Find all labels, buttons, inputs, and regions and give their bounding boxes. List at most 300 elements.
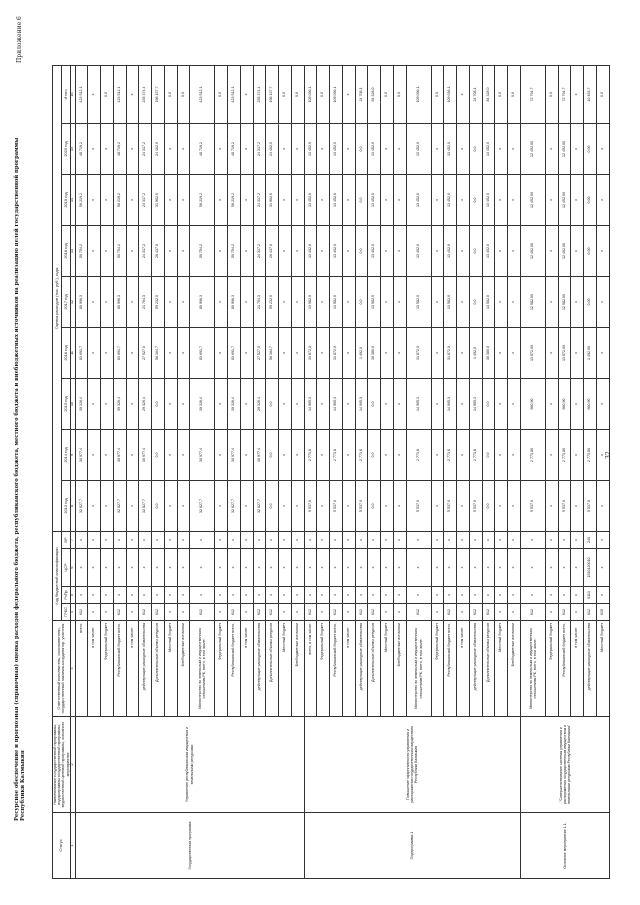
amount-cell: 12 452,00 xyxy=(520,174,545,225)
amount-cell: 12 402,00 xyxy=(520,225,545,276)
funding-source-cell: Внебюджетные источники xyxy=(177,621,190,717)
amount-cell: 32 827,7 xyxy=(75,480,88,531)
table-body xyxy=(75,65,609,878)
amount-cell: х xyxy=(101,123,114,174)
total-cell: 109 036,1 xyxy=(304,65,317,123)
amount-cell: 0,0 xyxy=(355,123,368,174)
funding-source-cell: Местный бюджет xyxy=(596,621,609,717)
amount-cell: 0,0 xyxy=(152,429,165,480)
budget-code-cell: х xyxy=(469,549,482,587)
total-cell: 72 791,7 xyxy=(520,65,545,123)
amount-cell: х xyxy=(215,276,228,327)
amount-cell: х xyxy=(596,123,609,174)
budget-code-cell: х xyxy=(139,531,152,548)
budget-code-cell: х xyxy=(317,531,330,548)
budget-code-cell: х xyxy=(101,587,114,604)
budget-code-cell: х xyxy=(164,531,177,548)
amount-cell: 31 872,0 xyxy=(330,327,343,378)
amount-cell: х xyxy=(545,276,558,327)
amount-cell: 59 232,0 xyxy=(152,276,165,327)
budget-code-cell: 612 xyxy=(304,604,317,621)
amount-cell: 13 402,0 xyxy=(330,225,343,276)
amount-cell: х xyxy=(393,429,406,480)
amount-cell: 13 582,0 xyxy=(330,276,343,327)
amount-cell: х xyxy=(317,276,330,327)
budget-code-cell: х xyxy=(431,549,444,587)
amount-cell: х xyxy=(291,174,304,225)
total-cell: 0,0 xyxy=(508,65,521,123)
budget-code-cell: х xyxy=(152,531,165,548)
budget-code-cell: х xyxy=(215,604,228,621)
amount-cell: х xyxy=(240,429,253,480)
amount-cell: х xyxy=(342,276,355,327)
budget-code-cell: х xyxy=(482,531,495,548)
amount-cell: х xyxy=(88,225,101,276)
amount-cell: 13 402,0 xyxy=(444,225,457,276)
amount-cell: х xyxy=(457,276,470,327)
amount-cell: х xyxy=(177,123,190,174)
amount-cell: х xyxy=(457,480,470,531)
program-name-cell: Повышение эффективности управления и распоряжения государственным имуществом Республики Калмыкия xyxy=(304,717,520,813)
column-number: 14 xyxy=(70,174,75,225)
budget-code-cell: х xyxy=(342,549,355,587)
budget-code-cell: х xyxy=(240,587,253,604)
budget-code-cell: х xyxy=(304,531,317,548)
amount-cell: 48 719,2 xyxy=(190,123,215,174)
amount-cell: х xyxy=(126,429,139,480)
amount-cell: 26 437,0 xyxy=(266,225,279,276)
budget-code-cell: х xyxy=(75,587,88,604)
total-cell: 24 708,1 xyxy=(469,65,482,123)
amount-cell: 2 773,8 xyxy=(406,429,431,480)
amount-cell: 660,90 xyxy=(558,378,571,429)
funding-source-cell: действующие расходные обязательства xyxy=(355,621,368,717)
total-cell: 84 328,0 xyxy=(482,65,495,123)
amount-cell: х xyxy=(101,378,114,429)
funding-source-cell: Федеральный бюджет xyxy=(317,621,330,717)
amount-cell: х xyxy=(457,225,470,276)
amount-cell: х xyxy=(495,327,508,378)
document-title: Ресурсное обеспечение и прогнозная (справочная) оценка расходов федерального бюджета, республиканского бюджета, местного бюджета и внебюджетных источников на реализацию целей государственной программы Республики Калмыкия xyxy=(14,137,26,821)
amount-cell: х xyxy=(240,327,253,378)
budget-code-cell: х xyxy=(571,587,584,604)
budget-code-cell: 612 xyxy=(444,604,457,621)
funding-source-cell: Федеральный бюджет xyxy=(431,621,444,717)
amount-cell: 80 996,3 xyxy=(228,276,241,327)
amount-cell: х xyxy=(317,327,330,378)
budget-code-cell: 612 xyxy=(113,604,126,621)
funding-source-cell: Республиканский бюджет всего, xyxy=(330,621,343,717)
budget-code-cell: х xyxy=(596,587,609,604)
total-cell: х xyxy=(571,65,584,123)
budget-code-cell: х xyxy=(457,531,470,548)
total-cell: х xyxy=(88,65,101,123)
amount-cell: х xyxy=(101,276,114,327)
amount-cell: х xyxy=(88,327,101,378)
amount-cell: х xyxy=(126,327,139,378)
budget-code-cell: х xyxy=(431,531,444,548)
total-cell: 0,0 xyxy=(495,65,508,123)
funding-source-cell: Внебюджетные источники xyxy=(508,621,521,717)
budget-code-cell: х xyxy=(75,549,88,587)
amount-cell: 83 691,7 xyxy=(75,327,88,378)
budget-code-cell: х xyxy=(279,604,292,621)
column-number: 6 xyxy=(70,549,75,587)
funding-source-cell: Дополнительные объемы ресурсов xyxy=(482,621,495,717)
budget-code-cell: х xyxy=(368,587,381,604)
budget-code-cell: х xyxy=(469,587,482,604)
budget-code-cell: х xyxy=(190,549,215,587)
amount-cell: 56 219,2 xyxy=(113,174,126,225)
header-executor: Ответственный исполнитель, соисполнители, государственный заказчик-координатор, участник xyxy=(53,621,71,717)
budget-code-cell: х xyxy=(457,604,470,621)
budget-code-cell: 240 xyxy=(584,531,597,548)
amount-cell: х xyxy=(215,225,228,276)
amount-cell: х xyxy=(393,123,406,174)
amount-cell: 13 452,0 xyxy=(406,123,431,174)
budget-code-cell: 612 xyxy=(482,604,495,621)
funding-source-cell: Дополнительные объемы ресурсов xyxy=(266,621,279,717)
status-cell: Государственная программа xyxy=(75,813,304,879)
budget-code-cell: х xyxy=(291,531,304,548)
total-cell: 109 036,1 xyxy=(330,65,343,123)
budget-code-cell: х xyxy=(164,549,177,587)
amount-cell: 5 537,0 xyxy=(520,480,545,531)
budget-code-cell: х xyxy=(190,587,215,604)
amount-cell: х xyxy=(177,327,190,378)
amount-cell: х xyxy=(431,480,444,531)
amount-cell: 0,0 xyxy=(469,174,482,225)
budget-code-cell: х xyxy=(406,531,431,548)
amount-cell: 12 402,00 xyxy=(558,225,571,276)
budget-code-cell: х xyxy=(342,531,355,548)
amount-cell: х xyxy=(545,123,558,174)
amount-cell: 31 872,0 xyxy=(444,327,457,378)
amount-cell: х xyxy=(177,225,190,276)
amount-cell: х xyxy=(381,327,394,378)
amount-cell: х xyxy=(317,429,330,480)
amount-cell: 56 219,2 xyxy=(228,174,241,225)
budget-code-cell: х xyxy=(177,587,190,604)
budget-code-cell: х xyxy=(406,549,431,587)
amount-cell: 2 773,8 xyxy=(304,429,317,480)
budget-code-cell: х xyxy=(75,531,88,548)
budget-code-cell: х xyxy=(291,604,304,621)
budget-code-cell: х xyxy=(304,549,317,587)
amount-cell: 30 977,4 xyxy=(190,429,215,480)
budget-code-cell: х xyxy=(495,587,508,604)
amount-cell: х xyxy=(240,276,253,327)
amount-cell: х xyxy=(279,327,292,378)
amount-cell: х xyxy=(215,123,228,174)
amount-cell: 24 317,2 xyxy=(253,225,266,276)
budget-code-cell: 612 xyxy=(558,604,571,621)
amount-cell: х xyxy=(126,123,139,174)
amount-cell: 0,0 xyxy=(482,378,495,429)
program-name-cell: "Совершенствование системы управления и распоряжения государственным имуществом и земельными ресурсами Республики Калмыкия" xyxy=(520,717,609,813)
total-cell: 0,0 xyxy=(279,65,292,123)
amount-cell: х xyxy=(101,480,114,531)
amount-cell: х xyxy=(279,480,292,531)
amount-cell: 30 977,4 xyxy=(113,429,126,480)
header-budget-class: Код бюджетной классификации xyxy=(53,531,62,620)
header-year: 2020 год xyxy=(62,123,71,174)
amount-cell: х xyxy=(317,123,330,174)
amount-cell: 2 773,8 xyxy=(444,429,457,480)
amount-cell: 2 773,8 xyxy=(355,429,368,480)
total-cell: 0,0 xyxy=(164,65,177,123)
amount-cell: х xyxy=(571,225,584,276)
amount-cell: х xyxy=(571,327,584,378)
amount-cell: х xyxy=(240,174,253,225)
funding-source-cell: Федеральный бюджет xyxy=(215,621,228,717)
amount-cell: х xyxy=(381,429,394,480)
funding-source-cell: всего: xyxy=(75,621,88,717)
budget-code-cell: 612 xyxy=(469,604,482,621)
table-row xyxy=(75,65,88,878)
amount-cell: х xyxy=(342,429,355,480)
amount-cell: х xyxy=(545,174,558,225)
budget-code-cell: х xyxy=(164,604,177,621)
budget-code-cell: х xyxy=(304,587,317,604)
budget-code-cell: х xyxy=(431,587,444,604)
amount-cell: х xyxy=(381,276,394,327)
budget-code-cell: х xyxy=(558,531,571,548)
budget-code-cell: х xyxy=(291,549,304,587)
amount-cell: 80 996,3 xyxy=(113,276,126,327)
header-name: Наименование государственной программы, подпрограммы государственной программы, ведомственной целевой программы, основного мероприятия xyxy=(53,717,71,813)
budget-code-cell: х xyxy=(177,604,190,621)
budget-code-cell: х xyxy=(317,604,330,621)
amount-cell: х xyxy=(215,480,228,531)
amount-cell: 12 582,00 xyxy=(520,276,545,327)
budget-code-cell: х xyxy=(88,531,101,548)
budget-code-cell: х xyxy=(482,587,495,604)
amount-cell: х xyxy=(215,378,228,429)
funding-source-cell: в том числе: xyxy=(88,621,101,717)
total-cell: 423 512,1 xyxy=(75,65,88,123)
budget-code-cell: х xyxy=(342,587,355,604)
budget-code-cell: х xyxy=(88,587,101,604)
amount-cell: 2 773,80 xyxy=(520,429,545,480)
amount-cell: 50 754,2 xyxy=(228,225,241,276)
budget-code-cell: х xyxy=(190,531,215,548)
budget-code-cell: х xyxy=(152,587,165,604)
amount-cell: х xyxy=(596,174,609,225)
amount-cell: х xyxy=(317,480,330,531)
amount-cell: 21 764,3 xyxy=(253,276,266,327)
table-row xyxy=(520,65,545,878)
column-number: 8 xyxy=(70,480,75,531)
budget-code-cell: х xyxy=(393,587,406,604)
amount-cell: 13 452,0 xyxy=(368,174,381,225)
amount-cell: 14 905,3 xyxy=(355,378,368,429)
budget-code-cell: х xyxy=(126,587,139,604)
header-year: 2016 год xyxy=(62,327,71,378)
funding-source-cell: в том числе: xyxy=(126,621,139,717)
budget-code-cell: х xyxy=(215,549,228,587)
status-cell: Подпрограмма 1 xyxy=(304,813,520,879)
amount-cell: 83 691,7 xyxy=(113,327,126,378)
page-number: 32 xyxy=(605,451,612,459)
header-year: 2018 год xyxy=(62,225,71,276)
budget-code-cell: х xyxy=(88,549,101,587)
amount-cell: 0,00 xyxy=(584,276,597,327)
budget-code-cell: х xyxy=(495,604,508,621)
funding-source-cell: Республиканский бюджет всего, xyxy=(558,621,571,717)
amount-cell: х xyxy=(291,378,304,429)
amount-cell: 13 582,0 xyxy=(406,276,431,327)
budget-code-cell: 0113 xyxy=(584,587,597,604)
funding-source-cell: Республиканский бюджет всего, xyxy=(228,621,241,717)
amount-cell: 30 977,4 xyxy=(139,429,152,480)
amount-cell: х xyxy=(508,123,521,174)
header-year: 2017 год xyxy=(62,276,71,327)
amount-cell: 13 402,0 xyxy=(368,225,381,276)
total-cell: 0,0 xyxy=(381,65,394,123)
amount-cell: х xyxy=(431,429,444,480)
amount-cell: х xyxy=(596,327,609,378)
budget-code-cell: х xyxy=(228,587,241,604)
budget-code-cell: х xyxy=(228,531,241,548)
amount-cell: х xyxy=(177,378,190,429)
amount-cell: 660,90 xyxy=(520,378,545,429)
amount-cell: х xyxy=(508,174,521,225)
column-number: 4 xyxy=(70,604,75,621)
total-cell: х xyxy=(126,65,139,123)
budget-code-cell: х xyxy=(457,549,470,587)
funding-source-cell: Внебюджетные источники xyxy=(393,621,406,717)
column-number: 9 xyxy=(70,429,75,480)
budget-code-cell: х xyxy=(126,549,139,587)
funding-source-cell: действующие расходные обязательства xyxy=(139,621,152,717)
budget-code-cell: х xyxy=(508,587,521,604)
amount-cell: 12 582,00 xyxy=(558,276,571,327)
amount-cell: х xyxy=(596,225,609,276)
header-year: 2013 год xyxy=(62,480,71,531)
total-cell: 0,0 xyxy=(393,65,406,123)
scan-speck xyxy=(380,102,381,103)
total-cell: х xyxy=(342,65,355,123)
budget-code-cell: х xyxy=(545,549,558,587)
amount-cell: х xyxy=(240,378,253,429)
funding-source-cell: действующие расходные обязательства xyxy=(584,621,597,717)
budget-code-cell: 612 xyxy=(75,604,88,621)
budget-code-cell: х xyxy=(240,531,253,548)
total-cell: 72 791,7 xyxy=(558,65,571,123)
column-number: 10 xyxy=(70,378,75,429)
total-cell: 235 374,4 xyxy=(253,65,266,123)
budget-code-cell: 615 xyxy=(596,604,609,621)
amount-cell: х xyxy=(240,123,253,174)
amount-cell: х xyxy=(545,225,558,276)
amount-cell: х xyxy=(88,276,101,327)
budget-code-cell: х xyxy=(253,587,266,604)
amount-cell: 14 905,3 xyxy=(304,378,317,429)
total-cell: х xyxy=(240,65,253,123)
amount-cell: х xyxy=(215,174,228,225)
amount-cell: х xyxy=(177,480,190,531)
amount-cell: х xyxy=(177,276,190,327)
appendix-label: Приложение 6 xyxy=(16,16,23,63)
amount-cell: х xyxy=(508,276,521,327)
amount-cell: 59 232,0 xyxy=(266,276,279,327)
amount-cell: 83 691,7 xyxy=(228,327,241,378)
amount-cell: х xyxy=(164,429,177,480)
amount-cell: х xyxy=(431,327,444,378)
amount-cell: 50 754,2 xyxy=(75,225,88,276)
budget-code-cell: х xyxy=(558,587,571,604)
amount-cell: 21 764,3 xyxy=(139,276,152,327)
amount-cell: 13 452,0 xyxy=(330,123,343,174)
budget-code-cell: х xyxy=(368,531,381,548)
amount-cell: 5 537,0 xyxy=(469,480,482,531)
amount-cell: 29 326,4 xyxy=(253,378,266,429)
table-row xyxy=(304,65,317,878)
amount-cell: 13 582,0 xyxy=(482,276,495,327)
amount-cell: 660,90 xyxy=(584,378,597,429)
total-cell: 235 374,4 xyxy=(139,65,152,123)
amount-cell: х xyxy=(177,429,190,480)
budget-code-cell: х xyxy=(508,531,521,548)
budget-code-cell: х xyxy=(495,531,508,548)
amount-cell: х xyxy=(571,429,584,480)
amount-cell: 0,0 xyxy=(355,225,368,276)
budget-code-cell: х xyxy=(520,549,545,587)
funding-source-cell: в том числе: xyxy=(240,621,253,717)
column-number: 2 xyxy=(70,717,75,813)
amount-cell: х xyxy=(495,276,508,327)
budget-code-cell: 612 xyxy=(584,604,597,621)
amount-cell: 0,0 xyxy=(482,480,495,531)
amount-cell: 0,0 xyxy=(469,123,482,174)
amount-cell: х xyxy=(457,378,470,429)
header-row-1 xyxy=(53,65,62,878)
amount-cell: 13 582,0 xyxy=(368,276,381,327)
amount-cell: х xyxy=(596,276,609,327)
amount-cell: 0,0 xyxy=(469,225,482,276)
budget-code-cell: х xyxy=(279,549,292,587)
budget-code-cell: 612 xyxy=(253,604,266,621)
amount-cell: 1 492,0 xyxy=(355,327,368,378)
amount-cell: 27 527,0 xyxy=(139,327,152,378)
header-year: 2014 год xyxy=(62,429,71,480)
total-cell: 0,0 xyxy=(177,65,190,123)
amount-cell: 13 872,00 xyxy=(558,327,571,378)
amount-cell: 0,0 xyxy=(152,378,165,429)
amount-cell: х xyxy=(126,225,139,276)
amount-cell: х xyxy=(126,174,139,225)
column-number: 15 xyxy=(70,123,75,174)
total-cell: 423 512,1 xyxy=(190,65,215,123)
amount-cell: х xyxy=(240,225,253,276)
amount-cell: 0,0 xyxy=(266,378,279,429)
amount-cell: 50 754,2 xyxy=(113,225,126,276)
amount-cell: х xyxy=(291,123,304,174)
budget-code-cell: х xyxy=(571,549,584,587)
amount-cell: 24 402,0 xyxy=(152,123,165,174)
funding-source-cell: Местный бюджет xyxy=(381,621,394,717)
budget-code-cell: х xyxy=(520,531,545,548)
amount-cell: 2 773,8 xyxy=(330,429,343,480)
budget-code-cell: 612 xyxy=(520,604,545,621)
amount-cell: 39 326,4 xyxy=(113,378,126,429)
amount-cell: х xyxy=(215,429,228,480)
amount-cell: х xyxy=(508,327,521,378)
amount-cell: 24 317,2 xyxy=(253,123,266,174)
budget-code-cell: х xyxy=(393,531,406,548)
executor-cell: Министерство по земельным и имущественным отношениям РК, всего, в том числе: xyxy=(406,621,431,717)
